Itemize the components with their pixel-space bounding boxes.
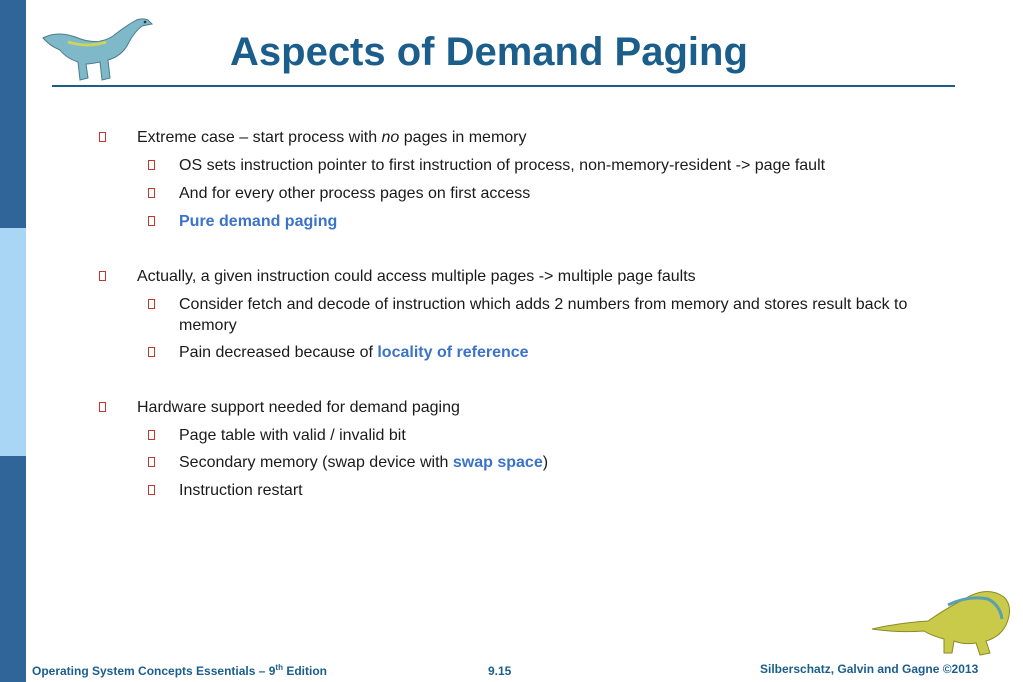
- sub-bullet-3-3: Instruction restart: [179, 482, 303, 499]
- sub-bullet-1-1: OS sets instruction pointer to first instruction of process, non-memory-resident -> page fault: [179, 157, 826, 174]
- sub-bullet-icon: [148, 299, 155, 309]
- bullet-1: Extreme case – start process with no pages in memory: [137, 129, 527, 146]
- sub-bullet-3-1: Page table with valid / invalid bit: [179, 427, 406, 444]
- footer-left: Operating System Concepts Essentials – 9th Edition: [32, 663, 327, 678]
- sub-bullet-icon: [148, 347, 155, 357]
- sub-bullet-icon: [148, 188, 155, 198]
- sub-bullet-1-3: Pure demand paging: [179, 213, 338, 230]
- bullet-icon: [99, 271, 106, 281]
- sub-bullet-1-2: And for every other process pages on first access: [179, 185, 531, 202]
- left-sidebar-bar: [0, 0, 26, 682]
- footer-page-number: 9.15: [488, 664, 512, 678]
- title-underline: [52, 85, 955, 87]
- slide-title: Aspects of Demand Paging: [230, 30, 748, 74]
- sub-bullet-icon: [148, 160, 155, 170]
- sidebar-light-segment: [0, 228, 26, 456]
- sub-bullet-2-1: Consider fetch and decode of instruction which adds 2 numbers from memory and stores result back to memory: [179, 296, 908, 334]
- sub-bullet-icon: [148, 485, 155, 495]
- dinosaur-logo-top: [38, 8, 156, 84]
- bullet-3: Hardware support needed for demand paging: [137, 399, 460, 416]
- bullet-2: Actually, a given instruction could access multiple pages -> multiple page faults: [137, 268, 696, 285]
- dinosaur-logo-bottom: [868, 585, 1016, 657]
- sub-bullet-icon: [148, 430, 155, 440]
- sub-bullet-icon: [148, 216, 155, 226]
- bullet-icon: [99, 402, 106, 412]
- sub-bullet-icon: [148, 457, 155, 467]
- sub-bullet-3-2: Secondary memory (swap device with swap space): [179, 454, 549, 471]
- sub-bullet-2-2: Pain decreased because of locality of reference: [179, 344, 529, 361]
- bullet-icon: [99, 132, 106, 142]
- footer-right: Silberschatz, Galvin and Gagne ©2013: [760, 662, 979, 676]
